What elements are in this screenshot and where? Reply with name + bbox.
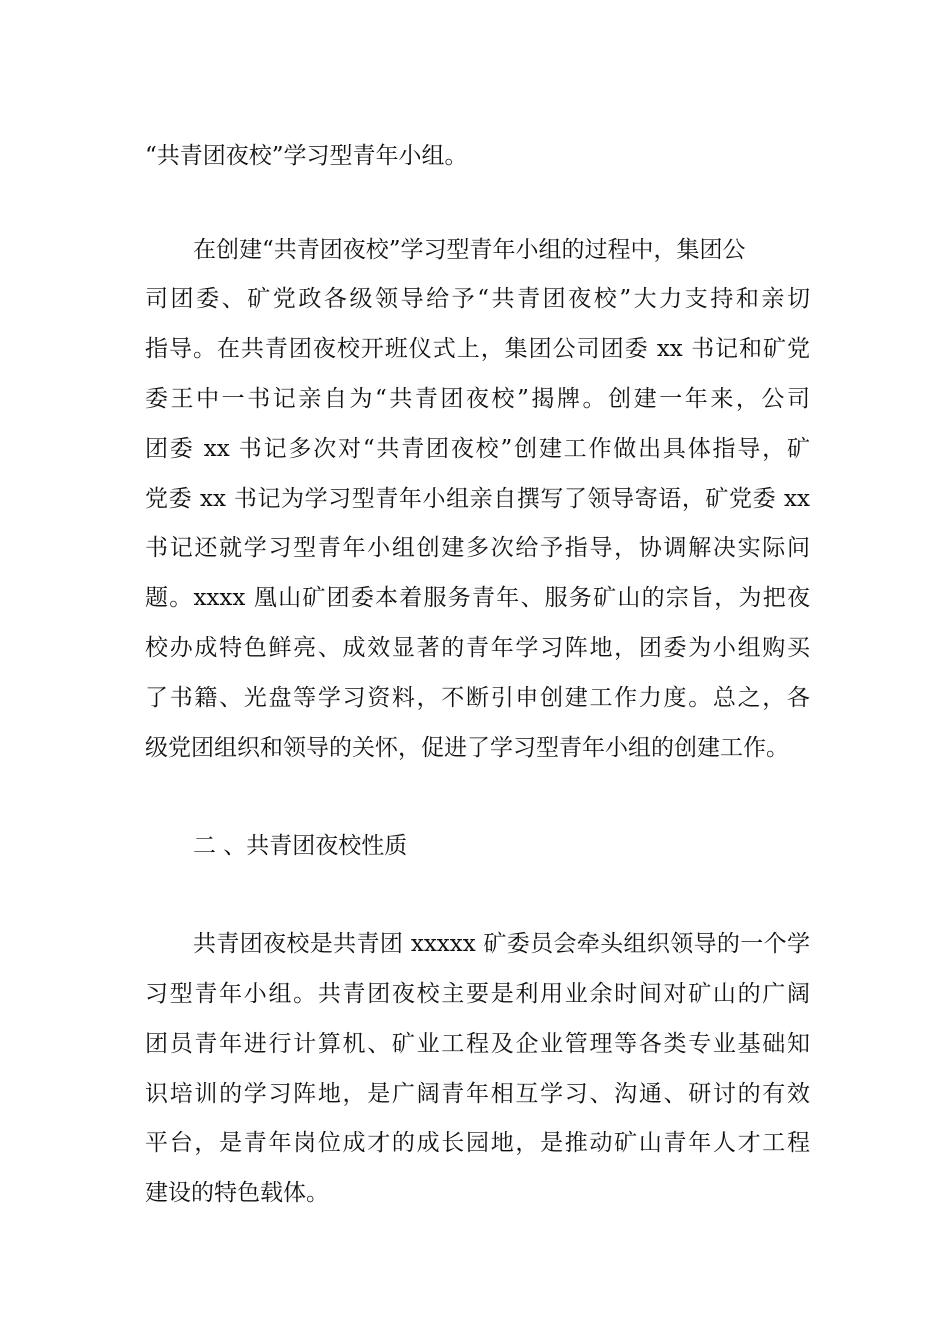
- paragraph-line: “共青团夜校”学习型青年小组。: [145, 143, 468, 169]
- paragraph-line: 识培训的学习阵地，是广阔青年相互学习、沟通、研讨的有效: [145, 1081, 810, 1107]
- paragraph-line: 司团委、矿党政各级领导给予“共青团夜校”大力支持和亲切: [145, 286, 810, 312]
- paragraph-line: 团委 xx 书记多次对“共青团夜校”创建工作做出具体指导，矿: [145, 436, 810, 462]
- paragraph-line: 了书籍、光盘等学习资料，不断引申创建工作力度。总之，各: [145, 685, 810, 711]
- paragraph-line: 级党团组织和领导的关怀，促进了学习型青年小组的创建工作。: [145, 735, 789, 761]
- paragraph-line: 团员青年进行计算机、矿业工程及企业管理等各类专业基础知: [145, 1031, 810, 1057]
- section-heading: 二 、共青团夜校性质: [193, 833, 408, 859]
- paragraph-line: 建设的特色载体。: [145, 1180, 329, 1206]
- paragraph-line: 党委 xx 书记为学习型青年小组亲自撰写了领导寄语，矿党委 xx: [145, 486, 810, 512]
- paragraph-line: 书记还就学习型青年小组创建多次给予指导，协调解决实际问: [145, 535, 810, 561]
- paragraph-line: 委王中一书记亲自为“共青团夜校”揭牌。创建一年来，公司: [145, 386, 810, 412]
- paragraph-line: 共青团夜校是共青团 xxxxx 矿委员会牵头组织领导的一个学: [193, 931, 810, 957]
- paragraph-line: 平台，是青年岗位成才的成长园地，是推动矿山青年人才工程: [145, 1130, 810, 1156]
- paragraph-line: 习型青年小组。共青团夜校主要是利用业余时间对矿山的广阔: [145, 981, 810, 1007]
- paragraph-line: 指导。在共青团夜校开班仪式上，集团公司团委 xx 书记和矿党: [145, 336, 810, 362]
- paragraph-line: 题。xxxx 凰山矿团委本着服务青年、服务矿山的宗旨，为把夜: [145, 585, 810, 611]
- paragraph-line: 在创建“共青团夜校”学习型青年小组的过程中，集团公: [193, 237, 746, 263]
- paragraph-line: 校办成特色鲜亮、成效显著的青年学习阵地，团委为小组购买: [145, 635, 810, 661]
